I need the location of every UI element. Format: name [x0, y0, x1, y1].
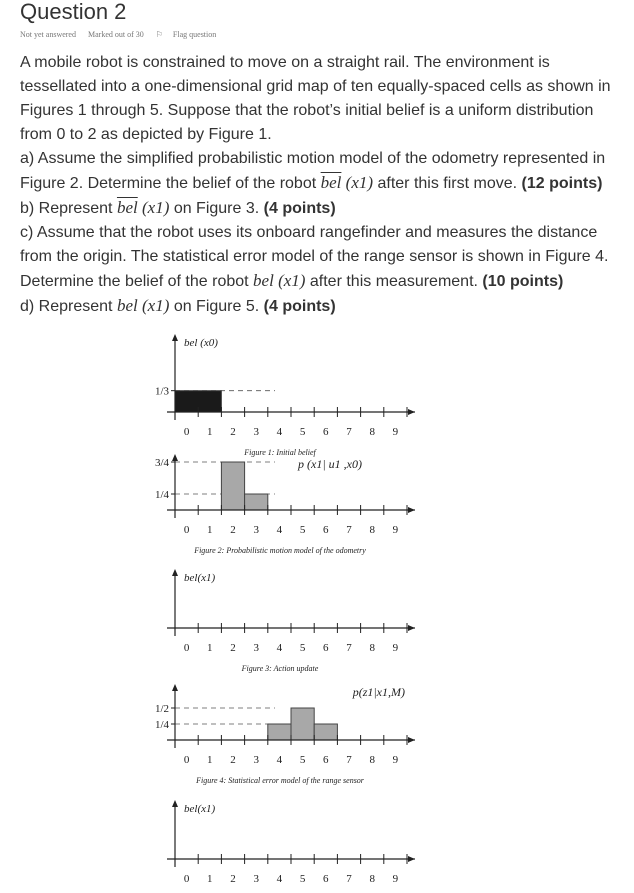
- x-tick-label-2: 2: [230, 524, 236, 536]
- x-tick-label-2: 2: [230, 426, 236, 438]
- x-tick-label-0: 0: [183, 754, 190, 766]
- marks-info: Marked out of 30: [87, 30, 144, 39]
- x-tick-label-8: 8: [369, 754, 375, 766]
- figure-caption: Figure 1: Initial belief: [244, 448, 316, 457]
- part-b-text: b) Represent: [20, 200, 113, 217]
- x-tick-label-6: 6: [323, 524, 329, 536]
- y-axis-arrow: [172, 569, 178, 576]
- flag-question-button[interactable]: [156, 30, 227, 39]
- y-axis-arrow: [172, 800, 178, 807]
- model-annotation: p(z1|x1,M): [352, 685, 405, 699]
- x-axis-arrow: [408, 409, 415, 415]
- y-axis-arrow: [172, 334, 178, 341]
- y-axis-label: bel(x1): [184, 572, 216, 584]
- x-tick-label-6: 6: [323, 873, 329, 885]
- bar-2-1: [245, 494, 268, 510]
- y-axis-arrow: [172, 454, 178, 461]
- x-tick-label-1: 1: [207, 524, 213, 536]
- y-tick-label-0: 1/3: [154, 385, 169, 398]
- bar-4-0: [268, 724, 291, 740]
- answer-status: Not yet answered: [20, 30, 76, 39]
- x-tick-label-7: 7: [346, 873, 352, 885]
- x-tick-label-9: 9: [392, 754, 399, 766]
- bel-bar-x1-math: [117, 198, 169, 217]
- part-b: [20, 196, 620, 221]
- part-a-tail: after this first move.: [377, 175, 518, 192]
- x-tick-label-9: 9: [392, 524, 399, 536]
- bar-2-0: [221, 462, 244, 510]
- bar-4-1: [291, 708, 314, 740]
- part-c: [20, 221, 620, 294]
- figure-3-action-update: [140, 565, 420, 675]
- y-tick-label-0: 3/4: [154, 457, 169, 469]
- bel-x1-math: [117, 296, 169, 315]
- x1-arg: (x1): [141, 198, 170, 217]
- part-a-points: (12 points): [521, 175, 603, 192]
- x-tick-label-3: 3: [253, 642, 259, 654]
- bel-bar-x1-math: [321, 173, 373, 192]
- part-c-points: (10 points): [482, 273, 564, 290]
- x-axis-arrow: [408, 507, 415, 513]
- x-tick-label-0: 0: [183, 426, 190, 438]
- x-tick-label-5: 5: [299, 754, 306, 766]
- x-tick-label-4: 4: [276, 524, 283, 536]
- x-axis-arrow: [408, 625, 415, 631]
- flag-icon: ⚐: [155, 30, 163, 39]
- x-tick-label-9: 9: [392, 873, 399, 885]
- question-header: [20, 0, 620, 39]
- x-tick-label-1: 1: [207, 873, 213, 885]
- x-axis-arrow: [408, 737, 415, 743]
- x-tick-label-7: 7: [346, 754, 352, 766]
- figure-2-plot: [140, 448, 420, 563]
- figure-4-plot: [140, 680, 420, 795]
- figure-3-plot: [140, 565, 420, 675]
- x-tick-label-0: 0: [183, 873, 190, 885]
- y-tick-label-1: 1/4: [154, 489, 169, 501]
- part-d: [20, 294, 620, 319]
- x1-arg: (x1): [141, 296, 170, 315]
- question-text: [20, 51, 620, 319]
- x-tick-label-8: 8: [369, 426, 375, 438]
- figure-caption: Figure 3: Action update: [241, 664, 319, 673]
- x-tick-label-8: 8: [369, 524, 375, 536]
- part-c-text: c) Assume that the robot uses its onboard rangefinder and measures the distance from the origin. The statistical error model of the range sensor is shown in Figure 4. Determine the belief of the robot: [20, 224, 609, 290]
- bel-symbol: bel: [116, 296, 138, 315]
- x-tick-label-3: 3: [253, 426, 259, 438]
- y-axis-label: bel(x1): [184, 803, 216, 815]
- x-tick-label-9: 9: [392, 642, 399, 654]
- part-a-text: a) Assume the simplified probabilistic motion model of the odometry represented in Figure 2. Determine the belief of the robot: [20, 150, 606, 192]
- x-tick-label-8: 8: [369, 873, 375, 885]
- x-tick-label-3: 3: [253, 754, 259, 766]
- model-annotation: p (x1| u1 ,x0): [298, 457, 362, 471]
- x-tick-label-2: 2: [230, 754, 236, 766]
- part-b-tail: on Figure 3.: [173, 200, 260, 217]
- bel-bar-symbol: $\overline{bel}$: [320, 173, 342, 192]
- figure-1-plot: [140, 330, 420, 457]
- bel-symbol: bel: [253, 271, 274, 290]
- question-meta: [20, 30, 620, 39]
- y-axis-arrow: [172, 684, 178, 691]
- y-tick-label-0: 1/2: [154, 703, 169, 715]
- x-tick-label-4: 4: [276, 754, 283, 766]
- x-axis-arrow: [408, 856, 415, 862]
- bel-x1-math: [253, 271, 305, 290]
- bel-bar-symbol: $\overline{bel}$: [116, 198, 138, 217]
- x-tick-label-6: 6: [323, 426, 329, 438]
- x-tick-label-1: 1: [207, 754, 213, 766]
- x-tick-label-3: 3: [253, 873, 259, 885]
- part-d-tail: on Figure 5.: [173, 298, 260, 315]
- x-tick-label-7: 7: [346, 524, 352, 536]
- x-tick-label-4: 4: [276, 642, 283, 654]
- figure-2-motion-model: [140, 448, 420, 563]
- x-tick-label-4: 4: [276, 873, 283, 885]
- x1-arg: (x1): [345, 173, 374, 192]
- x-tick-label-9: 9: [392, 426, 399, 438]
- x-tick-label-1: 1: [207, 426, 213, 438]
- figure-caption: Figure 2: Probabilistic motion model of the odometry: [194, 546, 366, 555]
- figure-1-initial-belief: [140, 330, 420, 457]
- x-tick-label-1: 1: [207, 642, 213, 654]
- x-tick-label-3: 3: [253, 524, 259, 536]
- bar-4-2: [314, 724, 337, 740]
- x-tick-label-5: 5: [299, 873, 306, 885]
- figure-5-belief: [140, 796, 420, 893]
- x1-arg: (x1): [278, 271, 306, 290]
- x-tick-label-7: 7: [346, 426, 352, 438]
- figure-caption: Figure 4: Statistical error model of the range sensor: [196, 776, 364, 785]
- x-tick-label-6: 6: [323, 642, 329, 654]
- part-d-points: (4 points): [263, 298, 336, 315]
- intro-paragraph: A mobile robot is constrained to move on a straight rail. The environment is tessellated into a one-dimensional grid map of ten equally-spaced cells as shown in Figures 1 through 5. Suppose that the robot’s initial belief is a uniform distribution from 0 to 2 as depicted by Figure 1.: [20, 54, 611, 143]
- part-b-points: (4 points): [263, 200, 336, 217]
- figure-5-plot: [140, 796, 420, 893]
- flag-question-label: Flag question: [172, 30, 217, 39]
- x-tick-label-0: 0: [183, 642, 190, 654]
- part-c-tail: after this measurement.: [309, 273, 478, 290]
- question-title: Question 2: [20, 0, 127, 24]
- part-d-text: d) Represent: [20, 298, 113, 315]
- x-tick-label-5: 5: [299, 524, 306, 536]
- part-a: [20, 147, 620, 196]
- x-tick-label-2: 2: [230, 642, 236, 654]
- x-tick-label-5: 5: [299, 426, 306, 438]
- figure-4-sensor-model: [140, 680, 420, 795]
- x-tick-label-2: 2: [230, 873, 236, 885]
- x-tick-label-5: 5: [299, 642, 306, 654]
- y-tick-label-1: 1/4: [154, 719, 169, 731]
- x-tick-label-7: 7: [346, 642, 352, 654]
- y-axis-label: bel (x0): [184, 337, 218, 349]
- x-tick-label-4: 4: [276, 426, 283, 438]
- x-tick-label-6: 6: [323, 754, 329, 766]
- x-tick-label-0: 0: [183, 524, 190, 536]
- x-tick-label-8: 8: [369, 642, 375, 654]
